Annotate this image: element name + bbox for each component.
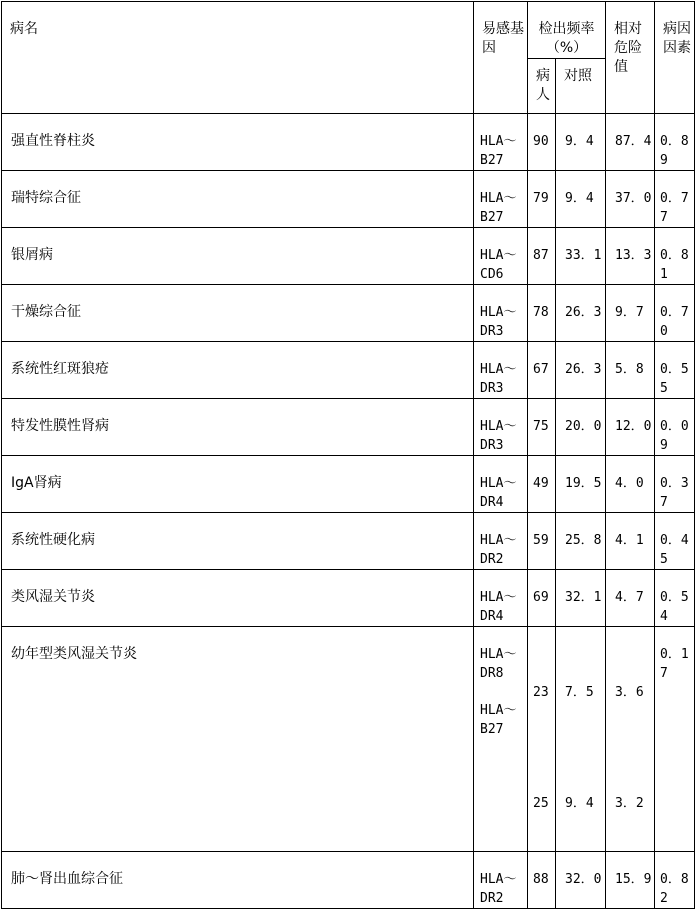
patient-freq: 87 xyxy=(528,228,556,285)
disease-name: 银屑病 xyxy=(2,228,474,285)
etiologic-factor: 0．82 xyxy=(655,852,695,909)
header-risk: 相对危险值 xyxy=(606,2,655,114)
table-row xyxy=(2,399,695,456)
gene-cell: HLA～B27 xyxy=(474,171,528,228)
control-freq: 20．0 xyxy=(556,399,606,456)
table-row xyxy=(2,342,695,399)
patient-value: 23 xyxy=(533,685,549,700)
disease-name: 幼年型类风湿关节炎 xyxy=(2,627,474,852)
gene-cell: HLA～DR3 xyxy=(474,285,528,342)
etiologic-factor: 0．09 xyxy=(655,399,695,456)
control-freq: 25．8 xyxy=(556,513,606,570)
patient-freq: 59 xyxy=(528,513,556,570)
header-control: 对照 xyxy=(556,59,606,114)
risk-spacer xyxy=(615,740,654,756)
patient-value-2: 25 xyxy=(533,796,549,811)
control-freq: 9．4 xyxy=(556,114,606,171)
patient-freq: 69 xyxy=(528,570,556,627)
gene-cell: HLA～DR2 xyxy=(474,513,528,570)
table-row xyxy=(2,513,695,570)
patient-freq: 79 xyxy=(528,171,556,228)
etiologic-factor: 0．17 xyxy=(655,627,695,852)
relative-risk: 12．0 xyxy=(606,399,655,456)
control-freq: 33．1 xyxy=(556,228,606,285)
header-freq: 检出频率（%） xyxy=(528,2,606,59)
patient-freq: 78 xyxy=(528,285,556,342)
gene-cell: HLA～DR2 xyxy=(474,852,528,909)
gene-cell: HLA～DR4 xyxy=(474,456,528,513)
disease-name: 干燥综合征 xyxy=(2,285,474,342)
etiologic-factor: 0．55 xyxy=(655,342,695,399)
patient-freq: 67 xyxy=(528,342,556,399)
hla-disease-table xyxy=(1,1,695,909)
control-freq xyxy=(556,627,606,852)
etiologic-factor: 0．89 xyxy=(655,114,695,171)
table-row xyxy=(2,627,695,852)
header-gene: 易感基因 xyxy=(474,2,528,114)
relative-risk: 37．0 xyxy=(606,171,655,228)
patient-freq: 88 xyxy=(528,852,556,909)
table-row xyxy=(2,114,695,171)
control-freq: 32．1 xyxy=(556,570,606,627)
header-disease: 病名 xyxy=(2,2,474,114)
control-value: 7．5 xyxy=(565,685,594,700)
disease-name: 特发性膜性肾病 xyxy=(2,399,474,456)
header-row xyxy=(2,2,695,59)
gene-value-2: HLA～B27 xyxy=(480,703,517,737)
gene-value: HLA～DR8 xyxy=(480,647,517,681)
gene-cell xyxy=(474,627,528,852)
relative-risk: 9．7 xyxy=(606,285,655,342)
gene-cell: HLA～CD6 xyxy=(474,228,528,285)
gene-cell: HLA～B27 xyxy=(474,114,528,171)
risk-value: 3．6 xyxy=(615,685,644,700)
control-freq: 26．3 xyxy=(556,285,606,342)
disease-name: 系统性红斑狼疮 xyxy=(2,342,474,399)
risk-value-2: 3．2 xyxy=(615,796,644,811)
header-patient: 病人 xyxy=(528,59,556,114)
relative-risk: 13．3 xyxy=(606,228,655,285)
gene-cell: HLA～DR4 xyxy=(474,570,528,627)
relative-risk: 15．9 xyxy=(606,852,655,909)
etiologic-factor: 0．45 xyxy=(655,513,695,570)
etiologic-factor: 0．77 xyxy=(655,171,695,228)
table-row xyxy=(2,852,695,909)
control-freq: 19．5 xyxy=(556,456,606,513)
etiologic-factor: 0．54 xyxy=(655,570,695,627)
relative-risk xyxy=(606,627,655,852)
table-row xyxy=(2,570,695,627)
disease-name: 系统性硬化病 xyxy=(2,513,474,570)
disease-name: 肺～肾出血综合征 xyxy=(2,852,474,909)
control-value-2: 9．4 xyxy=(565,796,594,811)
etiologic-factor: 0．37 xyxy=(655,456,695,513)
disease-name: 强直性脊柱炎 xyxy=(2,114,474,171)
relative-risk: 4．1 xyxy=(606,513,655,570)
relative-risk: 4．0 xyxy=(606,456,655,513)
relative-risk: 4．7 xyxy=(606,570,655,627)
control-freq: 32．0 xyxy=(556,852,606,909)
patient-freq: 75 xyxy=(528,399,556,456)
disease-name: 瑞特综合征 xyxy=(2,171,474,228)
table-row xyxy=(2,228,695,285)
table-row xyxy=(2,285,695,342)
patient-freq xyxy=(528,627,556,852)
patient-freq: 90 xyxy=(528,114,556,171)
gene-spacer xyxy=(480,683,527,701)
patient-freq: 49 xyxy=(528,456,556,513)
relative-risk: 87．4 xyxy=(606,114,655,171)
header-factor: 病因因素 xyxy=(655,2,695,114)
control-spacer xyxy=(565,740,605,756)
gene-cell: HLA～DR3 xyxy=(474,399,528,456)
gene-cell: HLA～DR3 xyxy=(474,342,528,399)
etiologic-factor: 0．70 xyxy=(655,285,695,342)
disease-name: IgA肾病 xyxy=(2,456,474,513)
patient-spacer xyxy=(533,740,555,756)
control-freq: 9．4 xyxy=(556,171,606,228)
table-row xyxy=(2,456,695,513)
disease-name: 类风湿关节炎 xyxy=(2,570,474,627)
etiologic-factor: 0．81 xyxy=(655,228,695,285)
control-freq: 26．3 xyxy=(556,342,606,399)
table-row xyxy=(2,171,695,228)
relative-risk: 5．8 xyxy=(606,342,655,399)
